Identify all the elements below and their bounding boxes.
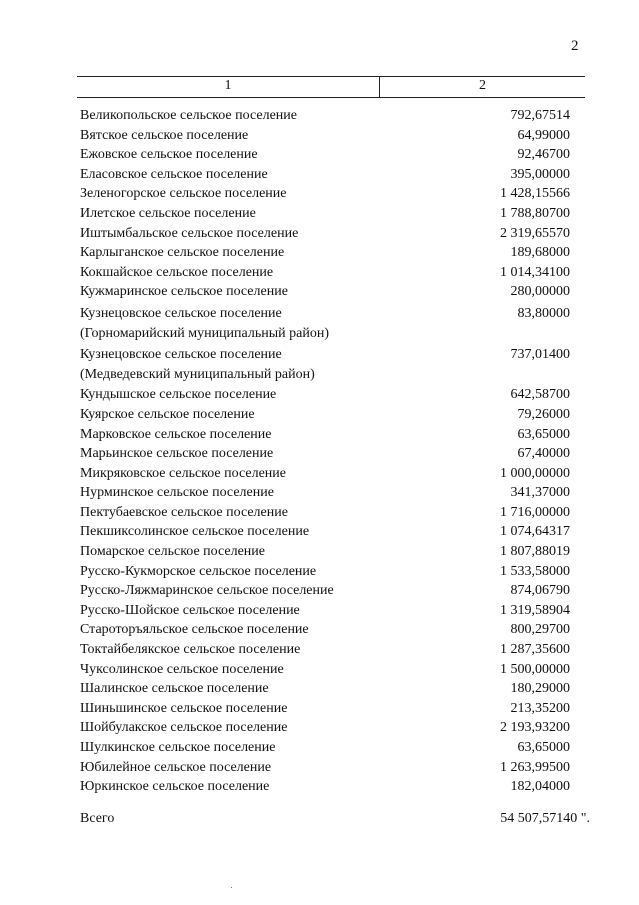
table-row [80, 444, 590, 464]
settlement-name-line: Юбилейное сельское поселение [80, 759, 272, 775]
table-row [80, 165, 590, 185]
table-row [80, 204, 590, 224]
table-body [80, 106, 590, 828]
settlement-name [80, 126, 460, 146]
page-number: 2 [571, 38, 579, 54]
settlement-name [80, 758, 460, 778]
table-row [80, 503, 590, 523]
table-row [80, 699, 590, 719]
total-value: 54 507,57140 ". [500, 810, 590, 826]
amount-value: 1 788,80700 [500, 205, 570, 221]
table-row [80, 106, 590, 126]
table-row [80, 304, 590, 343]
table-row [80, 243, 590, 263]
settlement-name-line: Нурминское сельское поселение [80, 485, 274, 501]
table-header [77, 76, 585, 98]
amount-value: 1 807,88019 [500, 544, 570, 560]
settlement-name-line: Шулкинское сельское поселение [80, 740, 276, 755]
settlement-name-line: Юркинское сельское поселение [80, 779, 270, 795]
settlement-name [80, 542, 460, 562]
amount-value: 2 319,65570 [500, 225, 570, 241]
settlement-name-line: Русско-Шойское сельское поселение [80, 602, 300, 618]
table-row [80, 385, 590, 405]
amount-value: 83,80000 [517, 305, 570, 321]
amount-value: 395,00000 [510, 166, 570, 182]
settlement-name [80, 601, 460, 621]
amount-value: 1 000,00000 [500, 465, 570, 481]
settlement-name-line: Пектубаевское сельское поселение [80, 504, 288, 520]
table-row [80, 425, 590, 445]
amount-value: 874,06790 [510, 583, 570, 599]
settlement-name [80, 718, 460, 738]
table-row [80, 718, 590, 738]
amount-value: 737,01400 [510, 347, 570, 363]
table-row [80, 620, 590, 640]
table-row [80, 581, 590, 601]
settlement-name-line: Еласовское сельское поселение [80, 166, 268, 182]
settlement-name [80, 184, 460, 204]
table-row [80, 184, 590, 204]
amount-value: 63,65000 [517, 740, 570, 755]
amount-value: 180,29000 [510, 681, 570, 697]
table-row [80, 145, 590, 165]
amount-value: 189,68000 [510, 245, 570, 261]
settlement-name [80, 699, 460, 719]
settlement-name-line: Карлыганское сельское поселение [80, 245, 285, 261]
amount-value: 280,00000 [510, 284, 570, 300]
settlement-district-line: (Медведевский муниципальный район) [80, 366, 315, 382]
table-row [80, 640, 590, 660]
amount-value: 1 533,58000 [500, 563, 570, 579]
settlement-name-line: Староторъяльское сельское поселение [80, 622, 309, 638]
scan-speck [231, 887, 232, 888]
table-row [80, 758, 590, 778]
settlement-name-line: Чуксолинское сельское поселение [80, 661, 284, 677]
settlement-name [80, 304, 460, 343]
table-row [80, 224, 590, 244]
settlement-name [80, 385, 460, 405]
settlement-name [80, 204, 460, 224]
amount-value: 2 193,93200 [500, 720, 570, 736]
table-row [80, 777, 590, 797]
settlement-name [80, 777, 460, 797]
table-row [80, 263, 590, 283]
settlement-name-line: Марьинское сельское поселение [80, 446, 274, 462]
settlement-name-line: Кузнецовское сельское поселение [80, 347, 282, 363]
amount-value: 1 428,15566 [500, 186, 570, 202]
settlement-name [80, 581, 460, 601]
settlement-name [80, 640, 460, 660]
settlement-name [80, 145, 460, 165]
amount-value: 213,35200 [510, 700, 570, 716]
table-row [80, 660, 590, 680]
table-row [80, 405, 590, 425]
total-label: Всего [80, 810, 115, 826]
amount-value: 1 074,64317 [500, 524, 570, 540]
amount-value: 1 319,58904 [500, 602, 570, 618]
settlement-name [80, 405, 460, 425]
settlement-name-line: Шиньшинское сельское поселение [80, 700, 288, 716]
settlement-name [80, 620, 460, 640]
amount-value: 1 014,34100 [500, 264, 570, 280]
settlement-name [80, 738, 460, 758]
settlement-name [80, 483, 460, 503]
settlement-name [80, 522, 460, 542]
settlement-name [80, 444, 460, 464]
settlement-name-line: Зеленогорское сельское поселение [80, 186, 287, 202]
settlement-name [80, 224, 460, 244]
settlement-name [80, 464, 460, 484]
settlement-name [80, 679, 460, 699]
settlement-name [80, 282, 460, 302]
amount-value: 642,58700 [510, 387, 570, 403]
settlement-name-line: Шойбулакское сельское поселение [80, 720, 288, 736]
settlement-name-line: Ежовское сельское поселение [80, 147, 258, 163]
settlement-name-line: Вятское сельское поселение [80, 127, 249, 143]
settlement-name [80, 425, 460, 445]
table-row [80, 464, 590, 484]
settlement-name-line: Кундышское сельское поселение [80, 387, 277, 403]
settlement-name-line: Русско-Кукморское сельское поселение [80, 563, 317, 579]
table-row [80, 282, 590, 302]
amount-value: 1 716,00000 [500, 504, 570, 520]
settlement-name [80, 660, 460, 680]
settlement-name-line: Куярское сельское поселение [80, 406, 255, 422]
table-row [80, 522, 590, 542]
settlement-name-line: Помарское сельское поселение [80, 544, 266, 560]
amount-value: 1 287,35600 [500, 642, 570, 658]
settlement-name-line: Шалинское сельское поселение [80, 681, 269, 697]
amount-value: 64,99000 [517, 127, 570, 143]
settlement-name [80, 562, 460, 582]
settlement-name-line: Великопольское сельское поселение [80, 108, 297, 123]
amount-value: 182,04000 [510, 779, 570, 795]
table-row [80, 483, 590, 503]
settlement-name-line: Иштымбальское сельское поселение [80, 225, 299, 241]
amount-value: 79,26000 [517, 406, 570, 422]
settlement-name-line: Кокшайское сельское поселение [80, 264, 274, 280]
settlement-name-line: Пекшиксолинское сельское поселение [80, 524, 310, 540]
header-col-2: 2 [479, 78, 486, 93]
table-row [80, 679, 590, 699]
amount-value: 341,37000 [510, 485, 570, 501]
settlement-name-line: Токтайбелякское сельское поселение [80, 642, 301, 658]
amount-value: 63,65000 [517, 426, 570, 442]
settlement-name-line: Кужмаринское сельское поселение [80, 284, 288, 300]
amount-value: 1 263,99500 [500, 759, 570, 775]
table-row [80, 738, 590, 758]
amount-value: 792,67514 [510, 108, 570, 123]
table-row [80, 562, 590, 582]
settlement-name [80, 263, 460, 283]
settlement-name-line: Кузнецовское сельское поселение [80, 305, 282, 321]
amount-value: 92,46700 [517, 147, 570, 163]
settlement-district-line: (Горномарийский муниципальный район) [80, 325, 329, 341]
table-row [80, 126, 590, 146]
table-row [80, 601, 590, 621]
settlement-name-line: Микряковское сельское поселение [80, 465, 286, 481]
total-row [80, 809, 590, 829]
settlement-name [80, 345, 460, 384]
settlement-name-line: Марковское сельское поселение [80, 426, 272, 442]
settlement-name-line: Русско-Ляжмаринское сельское поселение [80, 583, 334, 599]
table-row [80, 345, 590, 384]
settlement-name [80, 243, 460, 263]
amount-value: 800,29700 [510, 622, 570, 638]
header-col-1: 1 [224, 78, 232, 93]
amount-value: 67,40000 [517, 446, 570, 462]
settlement-name [80, 503, 460, 523]
settlement-name-line: Илетское сельское поселение [80, 205, 256, 221]
table-row [80, 542, 590, 562]
settlement-name [80, 106, 460, 126]
amount-value: 1 500,00000 [500, 661, 570, 677]
settlement-name [80, 165, 460, 185]
